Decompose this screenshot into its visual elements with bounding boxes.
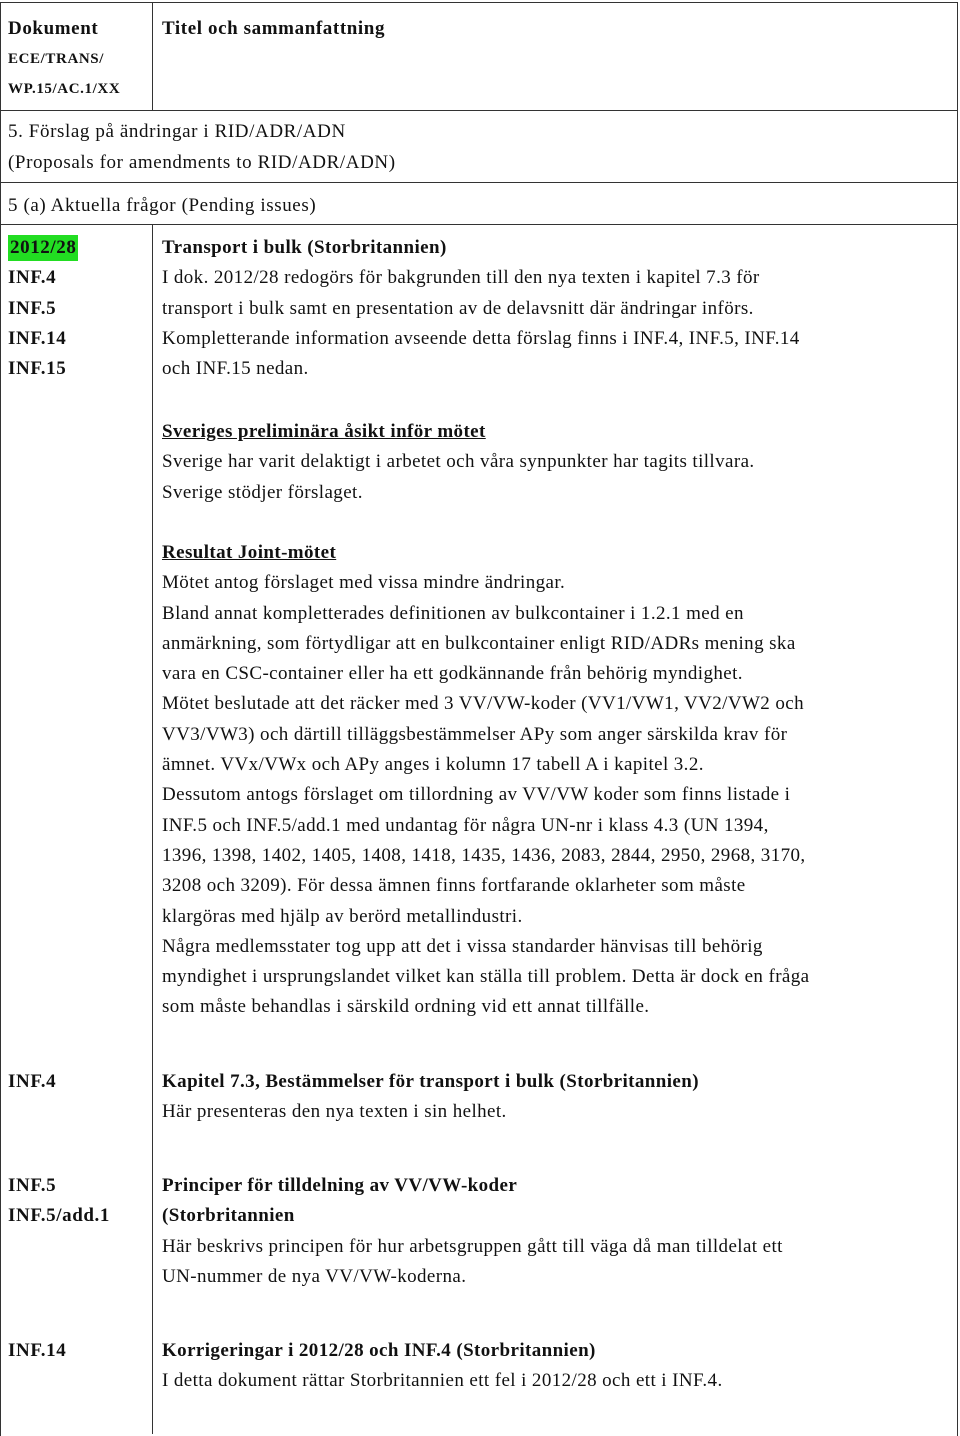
table-left-rule <box>0 2 1 1436</box>
doc-code-line2: WP.15/AC.1/XX <box>8 81 121 97</box>
item3-doc-list <box>8 1171 110 1232</box>
item4-line: I detta dokument rättar Storbritannien ett fel i 2012/28 och ett i INF.4. <box>162 1370 723 1392</box>
section5-bottom-rule <box>0 182 958 183</box>
doc-code-line1: ECE/TRANS/ <box>8 51 105 67</box>
item1-doc[interactable]: INF.15 <box>8 358 67 380</box>
item1-title: Transport i bulk (Storbritannien) <box>162 237 447 258</box>
sweden-heading: Sveriges preliminära åsikt inför mötet <box>162 421 486 442</box>
result-line: VV3/VW3) och därtill tilläggsbestämmelser APy som anger särskilda krav för <box>162 723 788 745</box>
section5-heading-line1: 5. Förslag på ändringar i RID/ADR/ADN <box>8 121 346 142</box>
result-line: INF.5 och INF.5/add.1 med undantag för några UN-nr i klass 4.3 (UN 1394, <box>162 814 769 836</box>
sweden-line: Sverige har varit delaktigt i arbetet och våra synpunkter har tagits tillvara. <box>162 451 755 473</box>
item1-doc-highlighted[interactable]: 2012/28 <box>8 235 78 261</box>
sweden-opinion <box>162 417 952 508</box>
result-line: Några medlemsstater tog upp att det i vissa standarder hänvisas till behörig <box>162 935 763 957</box>
body-divider <box>152 224 153 1434</box>
item1-summary-line: transport i bulk samt en presentation av de delavsnitt där ändringar införs. <box>162 297 754 319</box>
item3-title-line: (Storbritannien <box>162 1205 295 1227</box>
doc-label: Dokument <box>8 18 99 39</box>
section5-heading-line2: (Proposals for amendments to RID/ADR/ADN) <box>8 152 396 173</box>
item2-line: Här presenteras den nya texten i sin helhet. <box>162 1101 507 1123</box>
header-bottom-rule <box>0 110 958 111</box>
item3-doc[interactable]: INF.5/add.1 <box>8 1205 110 1227</box>
section5a-heading: 5 (a) Aktuella frågor (Pending issues) <box>8 195 317 216</box>
result-line: vara en CSC-container eller ha ett godkännande från behörig myndighet. <box>162 663 743 685</box>
result-line: Mötet antog förslaget med vissa mindre ändringar. <box>162 572 566 594</box>
item2-doc[interactable]: INF.4 <box>8 1071 57 1092</box>
header-divider <box>152 2 153 110</box>
result-line: ämnet. VVx/VWx och APy anges i kolumn 17 tabell A i kapitel 3.2. <box>162 754 704 776</box>
item4-title: Korrigeringar i 2012/28 och INF.4 (Storbritannien) <box>162 1340 596 1361</box>
item1-doc-list <box>8 233 78 384</box>
item1-summary-line: I dok. 2012/28 redogörs för bakgrunden till den nya texten i kapitel 7.3 för <box>162 267 760 289</box>
item1-doc[interactable]: INF.5 <box>8 297 57 319</box>
result-line: som måste behandlas i särskild ordning vid ett annat tillfälle. <box>162 996 650 1018</box>
item1-doc[interactable]: INF.14 <box>8 327 67 349</box>
section5a-bottom-rule <box>0 224 958 225</box>
result-line: 1396, 1398, 1402, 1405, 1408, 1418, 1435, 1436, 2083, 2844, 2950, 2968, 3170, <box>162 844 806 866</box>
table-right-rule <box>957 2 958 1436</box>
item3-content <box>162 1171 952 1292</box>
result-line: Mötet beslutade att det räcker med 3 VV/VW-koder (VV1/VW1, VV2/VW2 och <box>162 693 804 715</box>
result-line: Bland annat kompletterades definitionen av bulkcontainer i 1.2.1 med en <box>162 602 744 624</box>
result-line: anmärkning, som förtydligar att en bulkcontainer enligt RID/ADRs mening ska <box>162 632 796 654</box>
result-line: myndighet i ursprungslandet vilket kan ställa till problem. Detta är dock en fråga <box>162 966 810 988</box>
item2-content <box>162 1067 952 1128</box>
item4-doc-list <box>8 1336 66 1366</box>
item4-content <box>162 1336 952 1397</box>
item1-content <box>162 233 952 384</box>
result-line: 3208 och 3209). För dessa ämnen finns fortfarande oklarheter som måste <box>162 875 746 897</box>
item3-line: Här beskrivs principen för hur arbetsgruppen gått till väga då man tilldelat ett <box>162 1235 783 1257</box>
joint-meeting-result <box>162 538 952 1023</box>
result-heading: Resultat Joint-mötet <box>162 542 337 563</box>
item1-summary-line: och INF.15 nedan. <box>162 358 309 380</box>
item4-doc[interactable]: INF.14 <box>8 1340 67 1361</box>
item3-doc[interactable]: INF.5 <box>8 1175 57 1196</box>
item3-line: UN-nummer de nya VV/VW-koderna. <box>162 1265 467 1287</box>
item2-doc-list <box>8 1067 56 1097</box>
title-label: Titel och sammanfattning <box>162 18 386 39</box>
item2-title: Kapitel 7.3, Bestämmelser för transport i bulk (Storbritannien) <box>162 1071 699 1092</box>
item1-doc[interactable]: INF.4 <box>8 267 57 289</box>
item3-title-line: Principer för tilldelning av VV/VW-koder <box>162 1175 518 1196</box>
item1-summary-line: Kompletterande information avseende detta förslag finns i INF.4, INF.5, INF.14 <box>162 327 800 349</box>
table-top-rule <box>0 2 958 3</box>
result-line: Dessutom antogs förslaget om tillordning av VV/VW koder som finns listade i <box>162 784 791 806</box>
result-line: klargöras med hjälp av berörd metallindustri. <box>162 905 523 927</box>
sweden-line: Sverige stödjer förslaget. <box>162 481 363 503</box>
